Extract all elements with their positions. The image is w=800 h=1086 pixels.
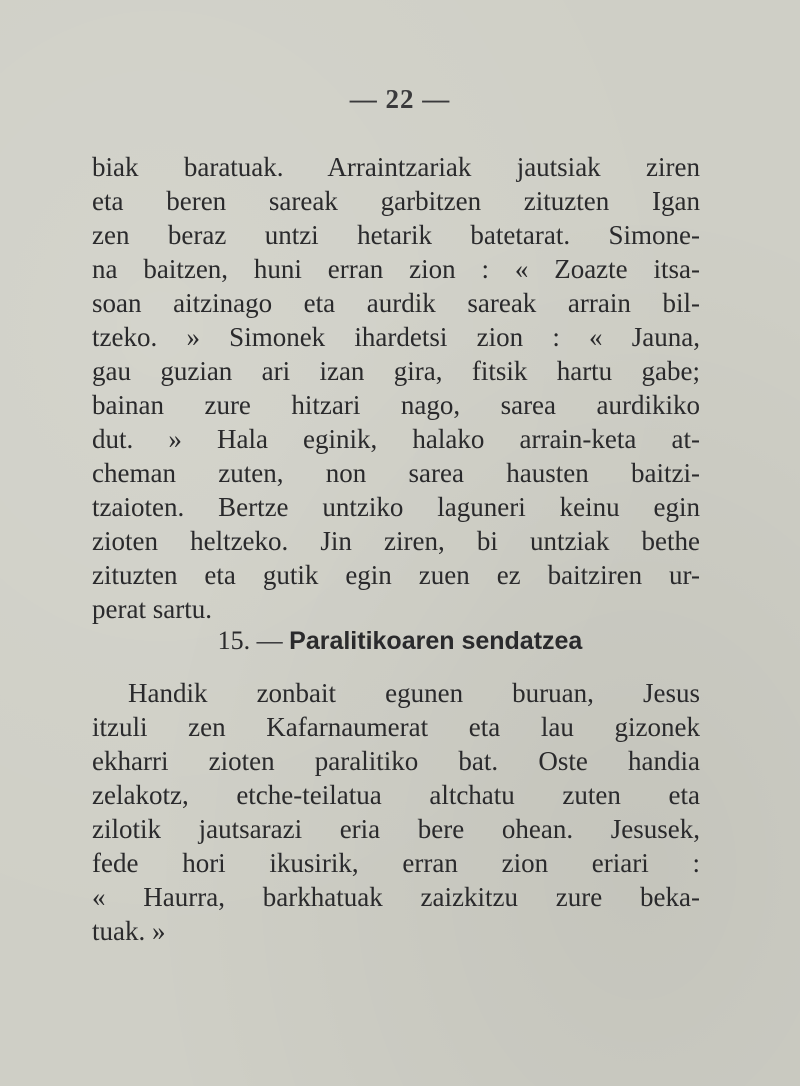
text-line: fede hori ikusirik, erran zion eriari :: [92, 848, 700, 878]
text-line: tzaioten. Bertze untziko laguneri keinu egin: [92, 492, 700, 522]
text-line: soan aitzinago eta aurdik sareak arrain bil-: [92, 288, 700, 318]
text-line: gau guzian ari izan gira, fitsik hartu gabe;: [92, 356, 700, 386]
text-line: na baitzen, huni erran zion : « Zoazte itsa-: [92, 254, 700, 284]
section-number: 15. —: [217, 626, 283, 655]
text-line: zelakotz, etche-teilatua altchatu zuten eta: [92, 780, 700, 810]
text-line: tzeko. » Simonek ihardetsi zion : « Jauna,: [92, 322, 700, 352]
text-line: ekharri zioten paralitiko bat. Oste handia: [92, 746, 700, 776]
text-line: cheman zuten, non sarea hausten baitzi-: [92, 458, 700, 488]
page-number: — 22 —: [349, 84, 451, 114]
text-line: zilotik jautsarazi eria bere ohean. Jesusek,: [92, 814, 700, 844]
text-line: tuak. »: [92, 916, 166, 946]
text-line: biak baratuak. Arraintzariak jautsiak ziren: [92, 152, 700, 182]
text-line: bainan zure hitzari nago, sarea aurdikiko: [92, 390, 700, 420]
paragraph-1: [92, 150, 700, 626]
text-line: perat sartu.: [92, 594, 212, 624]
paragraph-2: [92, 676, 700, 948]
text-line: dut. » Hala eginik, halako arrain-keta at-: [92, 424, 700, 454]
text-line: « Haurra, barkhatuak zaizkitzu zure beka-: [92, 882, 700, 912]
text-line: itzuli zen Kafarnaumerat eta lau gizonek: [92, 712, 700, 742]
text-line: Handik zonbait egunen buruan, Jesus: [128, 678, 700, 708]
text-line: zioten heltzeko. Jin ziren, bi untziak bethe: [92, 526, 700, 556]
text-line: eta beren sareak garbitzen zituzten Igan: [92, 186, 700, 216]
text-line: zituzten eta gutik egin zuen ez baitziren ur-: [92, 560, 700, 590]
section-heading: [0, 624, 800, 658]
text-line: zen beraz untzi hetarik batetarat. Simone-: [92, 220, 700, 250]
section-title: Paralitikoaren sendatzea: [289, 627, 583, 655]
